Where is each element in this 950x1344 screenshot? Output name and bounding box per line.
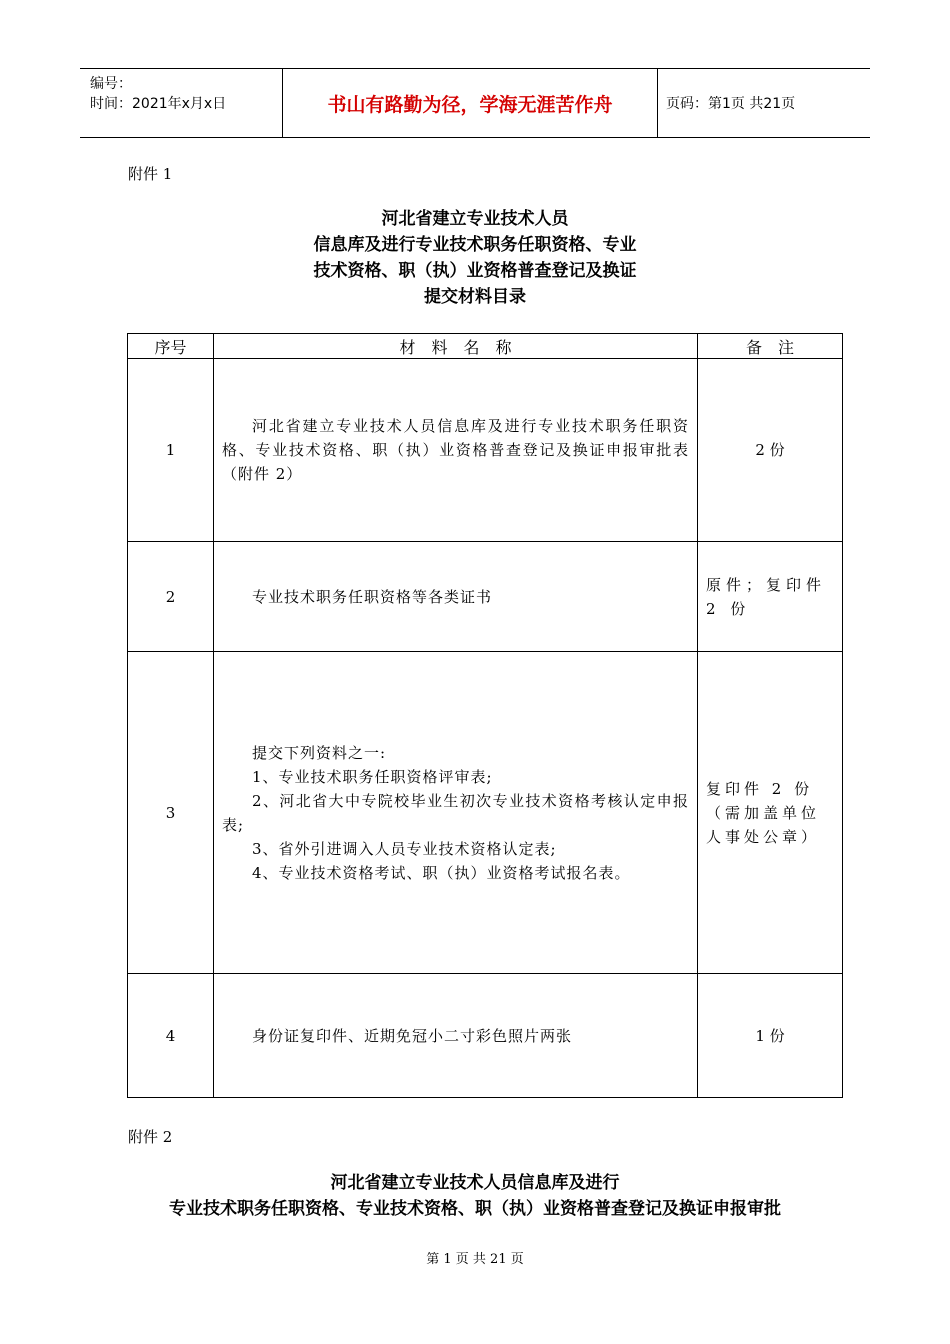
page-footer: 第 1 页 共 21 页 [426, 1252, 524, 1267]
table-row [128, 542, 843, 652]
table-row [128, 974, 843, 1098]
materials-table [127, 333, 843, 1098]
material-line: 3、省外引进调入人员专业技术资格认定表; [252, 839, 557, 858]
material-line: 河北省建立专业技术人员信息库及进行专业技术职务任职资格、专业技术资格、职（执）业资格普查登记及换证申报审批表（附件 2） [222, 417, 689, 483]
attachment2-title [0, 1170, 950, 1222]
row-number: 4 [128, 974, 214, 1098]
title-line: 河北省建立专业技术人员信息库及进行 [330, 1173, 620, 1193]
col-header-name: 材 料 名 称 [214, 334, 698, 359]
material-line: 提交下列资料之一: [252, 743, 387, 762]
attachment1-label: 附件 1 [128, 165, 173, 183]
row-material-name [214, 974, 698, 1098]
attachment1-title [0, 206, 950, 310]
col-header-note: 备 注 [698, 334, 843, 359]
col-header-number: 序号 [128, 334, 214, 359]
title-line: 河北省建立专业技术人员 [381, 209, 569, 229]
row-material-name [214, 652, 698, 974]
time-label: 时间：2021年x月x日 [90, 96, 227, 112]
table-header-row [128, 334, 843, 359]
table-row [128, 359, 843, 542]
attachment2-label: 附件 2 [128, 1128, 173, 1146]
row-number: 2 [128, 542, 214, 652]
header-meta [80, 69, 282, 137]
title-line: 提交材料目录 [424, 287, 526, 307]
row-number: 3 [128, 652, 214, 974]
document-header [80, 68, 870, 138]
row-material-name [214, 542, 698, 652]
title-line: 信息库及进行专业技术职务任职资格、专业 [313, 235, 637, 255]
material-line: 专业技术职务任职资格等各类证书 [252, 587, 493, 606]
material-line: 身份证复印件、近期免冠小二寸彩色照片两张 [252, 1026, 573, 1045]
number-label: 编号： [90, 76, 132, 92]
title-line: 技术资格、职（执）业资格普查登记及换证 [313, 261, 637, 281]
row-material-name [214, 359, 698, 542]
material-line: 2、河北省大中专院校毕业生初次专业技术资格考核认定申报表; [222, 791, 689, 834]
header-motto: 书山有路勤为径，学海无涯苦作舟 [282, 69, 658, 137]
row-note: 复印件 2 份（需加盖单位人事处公章） [698, 652, 843, 974]
material-line: 4、专业技术资格考试、职（执）业资格考试报名表。 [252, 863, 631, 882]
row-note: 2 份 [698, 359, 843, 542]
row-note: 1 份 [698, 974, 843, 1098]
row-note: 原件；复印件 2 份 [698, 542, 843, 652]
title-line: 专业技术职务任职资格、专业技术资格、职（执）业资格普查登记及换证申报审批 [169, 1199, 781, 1219]
material-line: 1、专业技术职务任职资格评审表; [252, 767, 493, 786]
row-number: 1 [128, 359, 214, 542]
table-row [128, 652, 843, 974]
header-page-info: 页码：第1页 共21页 [666, 96, 796, 112]
